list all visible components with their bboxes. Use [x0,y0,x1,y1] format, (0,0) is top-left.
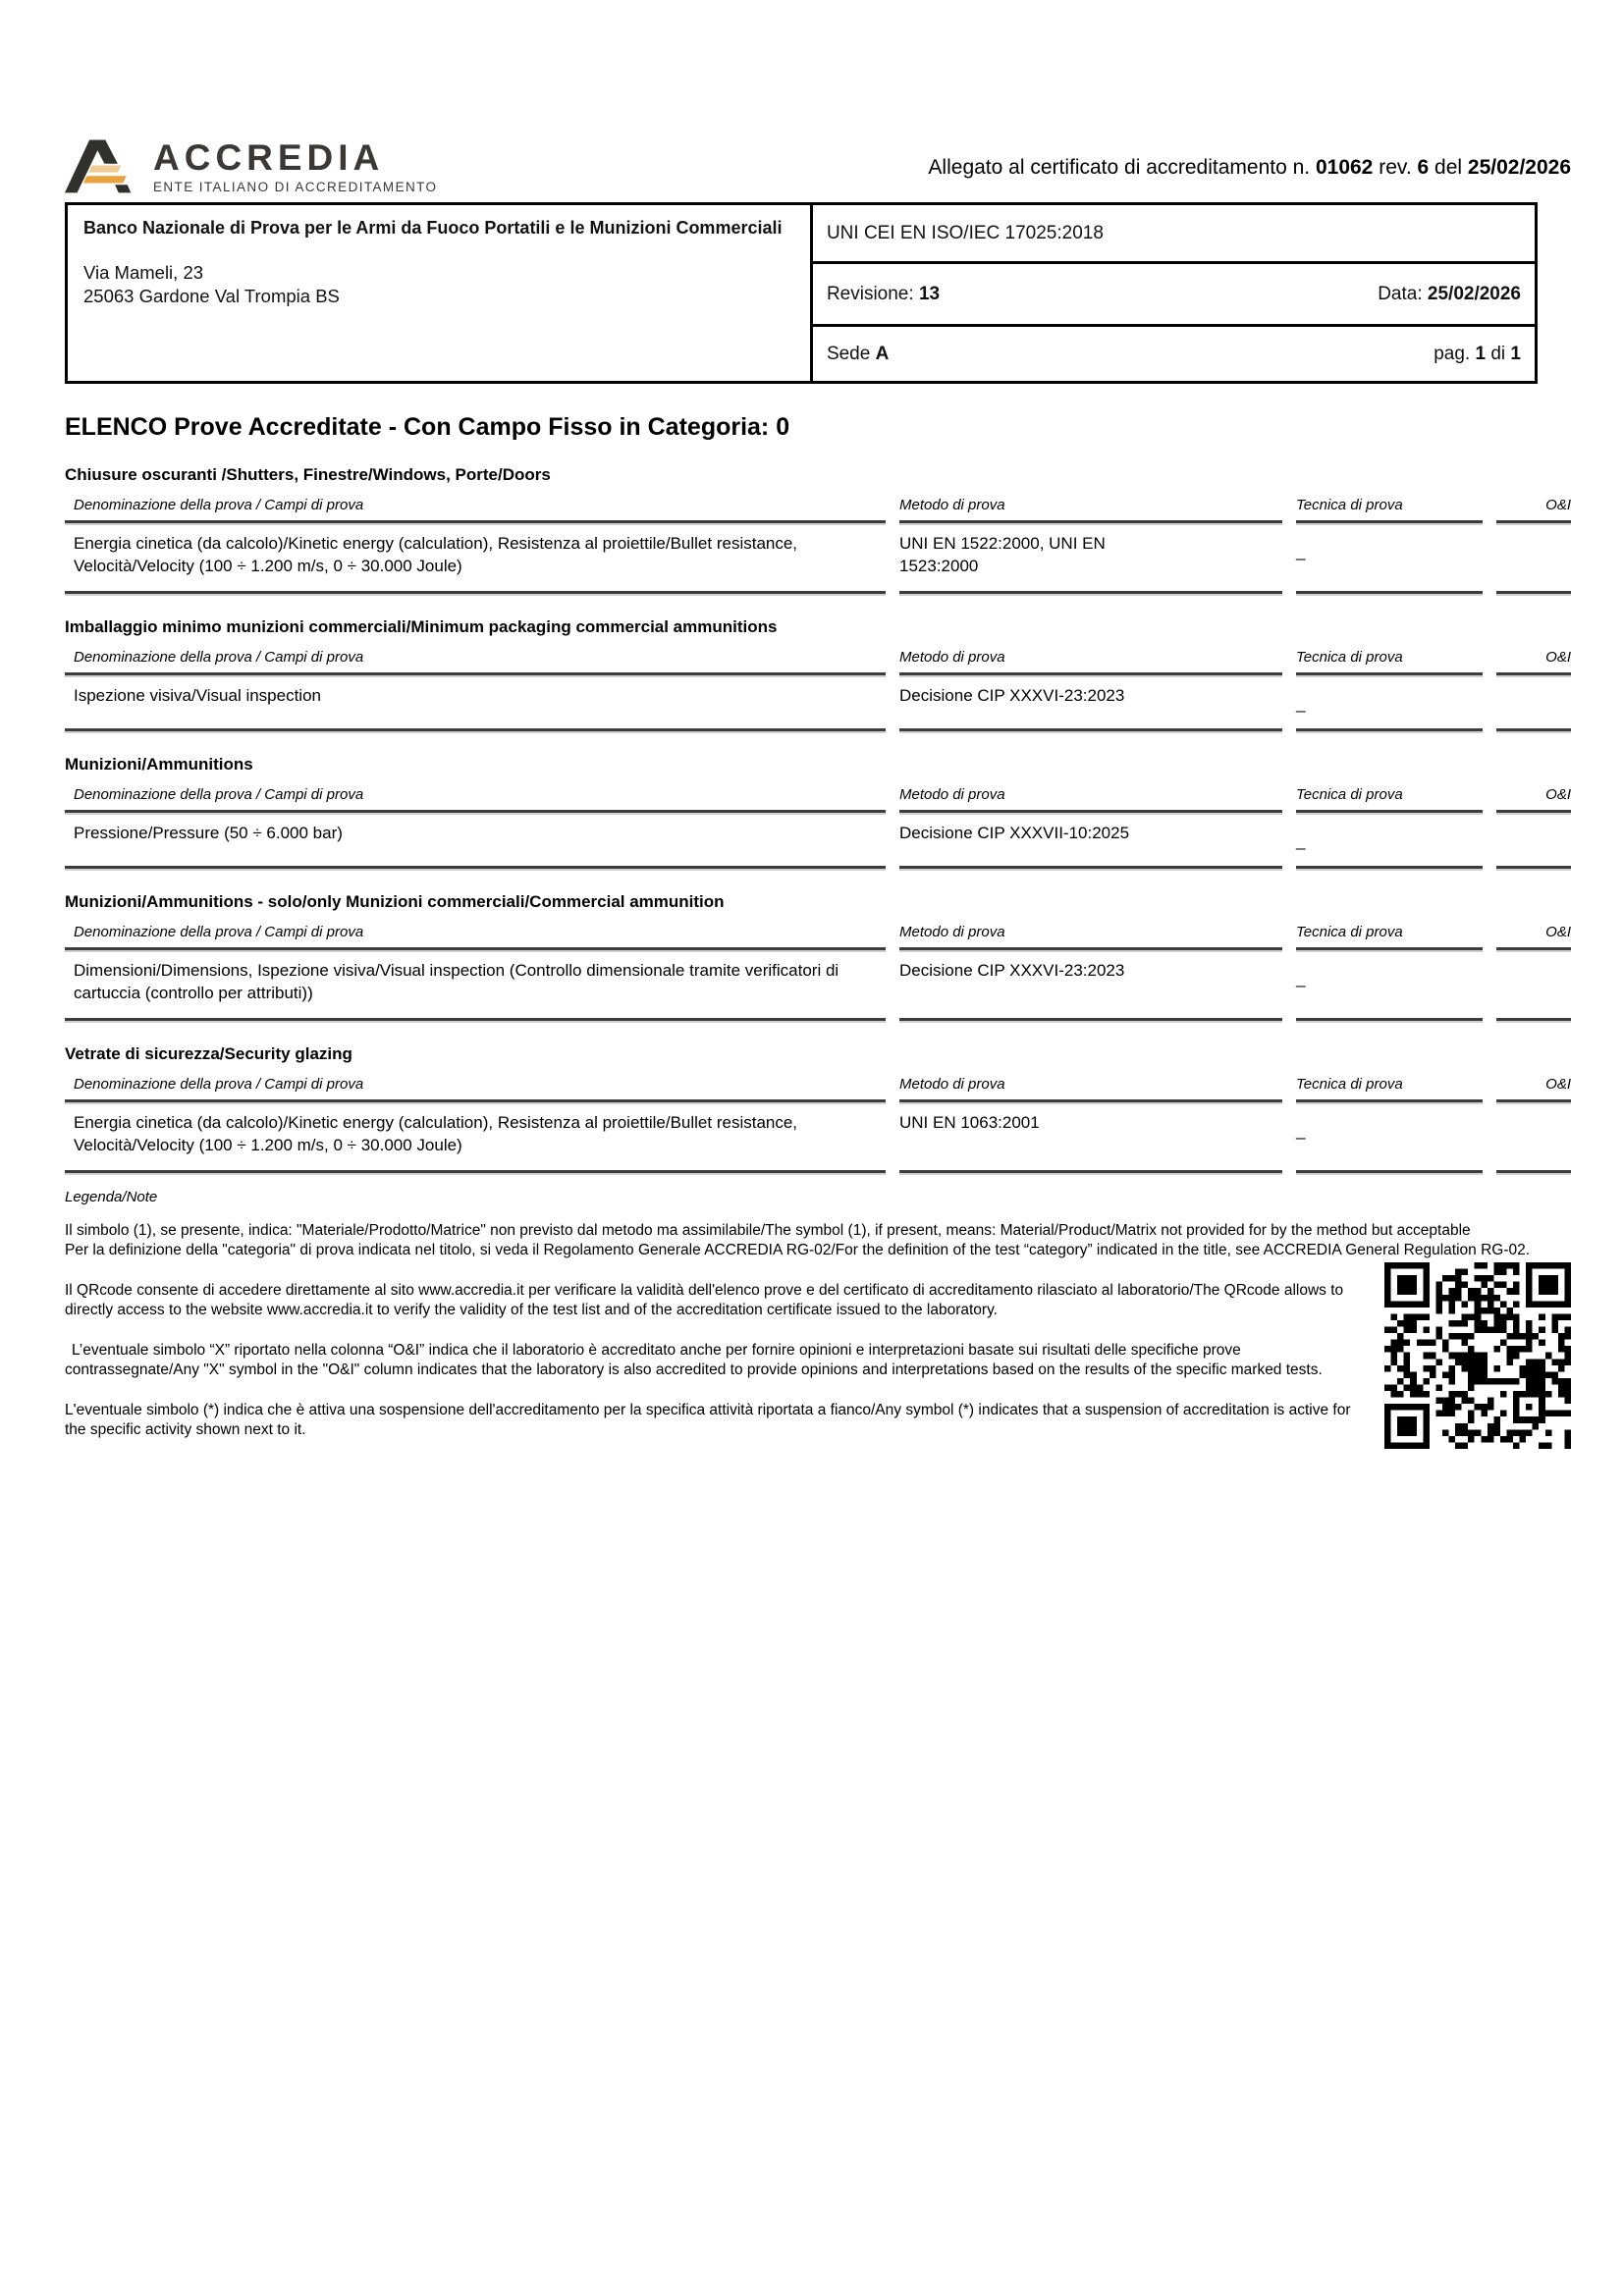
col-header-denominazione: Denominazione della prova / Campi di prova [65,649,886,675]
brand-name: ACCREDIA [153,136,385,178]
date-value: 25/02/2026 [1427,283,1521,304]
accredia-logo-mark-icon [65,137,134,193]
col-header-tecnica: Tecnica di prova [1296,786,1483,813]
cell-tecnica: _ [1296,523,1483,594]
cell-tecnica: _ [1296,675,1483,731]
legend-paragraph-3: Il QRcode consente di accedere direttamente al sito www.accredia.it per verificare la validità dell'elenco prove e del certificato di accreditamento rilasciato al laboratorio/The QRcode allows to directly access to the website www.accredia.it to verify the validity of the test list and of the accreditation certificate issued to the laboratory. [65,1281,1344,1318]
section-table [51,649,1585,731]
column-header-row [65,786,1571,813]
cell-tecnica: _ [1296,950,1483,1021]
section-table [51,497,1585,594]
cell-denominazione: Dimensioni/Dimensions, Ispezione visiva/Visual inspection (Controllo dimensionale tramite verificatori di cartuccia (controllo per attributi)) [74,960,839,1002]
standard-row [813,205,1535,261]
laboratory-address [83,261,794,308]
cell-metodo: UNI EN 1522:2000, UNI EN 1523:2000 [899,534,1106,575]
section-table [51,786,1585,869]
table-row [65,1102,1571,1173]
test-section-vetrate [65,1044,1571,1173]
accredia-logo [65,137,437,193]
qr-code-image [1384,1262,1571,1449]
rev-label: rev. [1373,156,1418,179]
col-header-tecnica: Tecnica di prova [1296,497,1483,523]
cell-oi [1496,523,1571,594]
col-header-oi: O&I [1496,649,1571,675]
section-title: Vetrate di sicurezza/Security glazing [65,1043,352,1063]
column-header-row [65,649,1571,675]
certificate-date: 25/02/2026 [1467,156,1571,179]
column-header-row [65,924,1571,950]
del-label: del [1429,156,1468,179]
test-section-imballaggio [65,617,1571,731]
cell-tecnica: _ [1296,1102,1483,1173]
col-header-oi: O&I [1496,786,1571,813]
cell-denominazione: Pressione/Pressure (50 ÷ 6.000 bar) [74,823,343,842]
page-title: ELENCO Prove Accreditate - Con Campo Fisso in Categoria: 0 [65,413,790,441]
standard-name: UNI CEI EN ISO/IEC 17025:2018 [826,222,1104,243]
cell-metodo: UNI EN 1063:2001 [899,1112,1040,1132]
sede-value: A [875,343,890,364]
info-right-column [813,205,1535,381]
column-header-row [65,497,1571,523]
brand-subtitle: ENTE ITALIANO DI ACCREDITAMENTO [153,179,438,194]
legend-paragraph-4: L’eventuale simbolo “X” riportato nella colonna “O&I” indica che il laboratorio è accreditato anche per fornire opinioni e interpretazioni basate sui risultati delle specifiche prove contrassegnate/Any "X" symbol in the "O&I" column indicates that the laboratory is also accredited to provide opinions and interpretations based on the results of the specific marked tests. [65,1341,1323,1378]
cell-denominazione: Energia cinetica (da calcolo)/Kinetic energy (calculation), Resistenza al proiettile/Bullet resistance, Velocità/Velocity (100 ÷ 1.200 m/s, 0 ÷ 30.000 Joule) [74,1112,798,1154]
legend-paragraph-2: Per la definizione della "categoria" di prova indicata nel titolo, si veda il Regolamento Generale ACCREDIA RG-02/For the definition of the test “category” indicated in the title, see ACCREDIA General Regulation RG-02. [65,1241,1531,1258]
rev-number: 6 [1417,156,1430,179]
col-header-denominazione: Denominazione della prova / Campi di prova [65,497,886,523]
col-header-denominazione: Denominazione della prova / Campi di prova [65,786,886,813]
cell-metodo: Decisione CIP XXXVII-10:2025 [899,823,1130,842]
section-title: Imballaggio minimo munizioni commerciali/Minimum packaging commercial ammunitions [65,616,778,636]
column-header-row [65,1076,1571,1102]
masthead [65,137,1571,193]
section-table [51,924,1585,1021]
table-row [65,813,1571,869]
address-line-2: 25063 Gardone Val Trompia BS [83,285,340,306]
cell-oi [1496,950,1571,1021]
cell-denominazione: Energia cinetica (da calcolo)/Kinetic energy (calculation), Resistenza al proiettile/Bullet resistance, Velocità/Velocity (100 ÷ 1.200 m/s, 0 ÷ 30.000 Joule) [74,534,798,575]
cell-tecnica: _ [1296,813,1483,869]
legend [65,1189,1571,1440]
col-header-denominazione: Denominazione della prova / Campi di prova [65,924,886,950]
col-header-tecnica: Tecnica di prova [1296,649,1483,675]
revision-field: Revisione: 13 [826,283,941,304]
logo-text [153,136,438,194]
sede-field: Sede A [826,343,890,364]
date-field: Data: 25/02/2026 [1378,283,1521,304]
section-title: Munizioni/Ammunitions [65,754,253,774]
col-header-denominazione: Denominazione della prova / Campi di prova [65,1076,886,1102]
cell-oi [1496,1102,1571,1173]
certificate-number: 01062 [1315,156,1374,179]
laboratory-cell [68,205,813,381]
section-title: Chiusure oscuranti /Shutters, Finestre/Windows, Porte/Doors [65,465,551,484]
info-table [65,202,1538,384]
legend-heading: Legenda/Note [65,1188,158,1205]
section-table [51,1076,1585,1173]
cell-metodo: Decisione CIP XXXVI-23:2023 [899,960,1125,980]
test-section-chiusure [65,465,1571,594]
col-header-metodo: Metodo di prova [899,924,1282,950]
col-header-metodo: Metodo di prova [899,497,1282,523]
laboratory-name: Banco Nazionale di Prova per le Armi da Fuoco Portatili e le Munizioni Commerciali [83,218,783,238]
section-title: Munizioni/Ammunitions - solo/only Munizioni commerciali/Commercial ammunition [65,891,725,911]
page-field: pag. 1 di 1 [1434,343,1521,364]
cell-oi [1496,675,1571,731]
sede-row [813,324,1535,381]
cell-oi [1496,813,1571,869]
address-line-1: Via Mameli, 23 [83,261,204,283]
test-section-munizioni [65,755,1571,869]
col-header-tecnica: Tecnica di prova [1296,924,1483,950]
page-total: 1 [1510,343,1521,364]
col-header-oi: O&I [1496,924,1571,950]
page-number: 1 [1475,343,1487,364]
allegato-line [928,156,1571,180]
col-header-metodo: Metodo di prova [899,649,1282,675]
col-header-oi: O&I [1496,497,1571,523]
revision-row [813,261,1535,324]
table-row [65,950,1571,1021]
qr-code [1384,1262,1571,1449]
table-row [65,675,1571,731]
allegato-prefix: Allegato al certificato di accreditamento n. [928,156,1316,179]
table-row [65,523,1571,594]
cell-denominazione: Ispezione visiva/Visual inspection [74,685,321,705]
revision-value: 13 [918,283,941,304]
col-header-metodo: Metodo di prova [899,1076,1282,1102]
col-header-oi: O&I [1496,1076,1571,1102]
col-header-metodo: Metodo di prova [899,786,1282,813]
cell-metodo: Decisione CIP XXXVI-23:2023 [899,685,1125,705]
legend-paragraph-1: Il simbolo (1), se presente, indica: "Materiale/Prodotto/Matrice" non previsto dal metodo ma assimilabile/The symbol (1), if present, means: Material/Product/Matrix not provided for by the method but acceptable [65,1221,1471,1239]
test-section-munizioni-commerciali [65,892,1571,1021]
legend-paragraph-5: L'eventuale simbolo (*) indica che è attiva una sospensione dell'accreditamento per la specifica attività riportata a fianco/Any symbol (*) indicates that a suspension of accreditation is active for the specific activity shown next to it. [65,1401,1351,1438]
col-header-tecnica: Tecnica di prova [1296,1076,1483,1102]
